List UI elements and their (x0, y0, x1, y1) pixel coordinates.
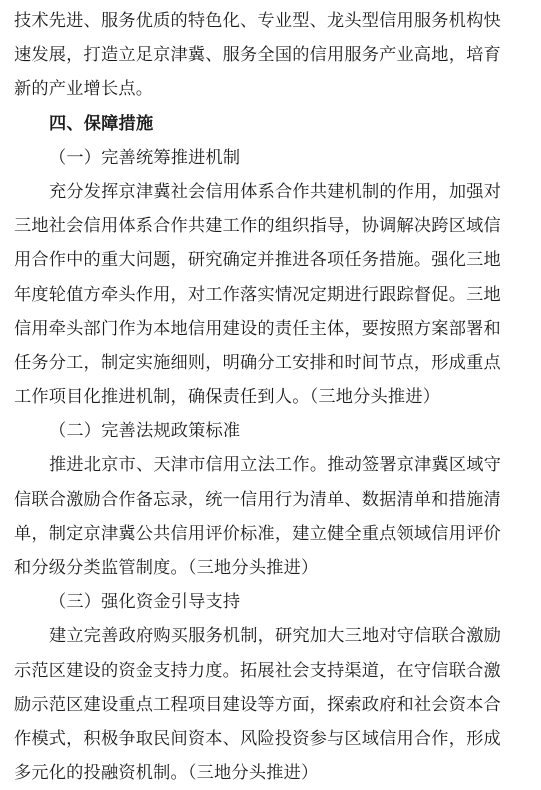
subsection-heading: （三）强化资金引导支持 (49, 592, 241, 613)
subsection-heading: （一）完善统筹推进机制 (49, 147, 241, 168)
body-line: 作模式，积极争取民间资本、风险投资参与区域信用合作，形成 (14, 728, 501, 749)
section-heading: 四、保障措施 (49, 113, 154, 134)
body-line: 多元化的投融资机制。（三地分头推进） (14, 763, 319, 784)
body-line: 工作项目化推进机制，确保责任到人。（三地分头推进） (14, 387, 441, 408)
body-line: 技术先进、服务优质的特色化、专业型、龙头型信用服务机构快 (14, 11, 501, 31)
body-line: 示范区建设的资金支持力度。拓展社会支持渠道，在守信联合激 (14, 660, 501, 681)
body-line: 单，制定京津冀公共信用评价标准，建立健全重点领域信用评价 (14, 523, 501, 544)
body-line: 信联合激励合作备忘录，统一信用行为清单、数据清单和措施清 (14, 489, 501, 510)
body-line: 和分级分类监管制度。（三地分头推进） (14, 558, 319, 578)
body-line: 速发展，打造立足京津冀、服务全国的信用服务产业高地，培育 (14, 45, 501, 66)
body-line: 任务分工，制定实施细则，明确分工安排和时间节点，形成重点 (14, 352, 501, 373)
body-line: 新的产业增长点。 (14, 79, 154, 100)
paragraph-first-line: 充分发挥京津冀社会信用体系合作共建机制的作用，加强对 (49, 181, 502, 202)
body-line: 用合作中的重大问题，研究确定并推进各项任务措施。强化三地 (14, 250, 501, 271)
body-line: 信用牵头部门作为本地信用建设的责任主体，要按照方案部署和 (14, 318, 501, 339)
paragraph-first-line: 建立完善政府购买服务机制，研究加大三地对守信联合激励 (49, 626, 502, 647)
body-line: 励示范区建设重点工程项目建设等方面，探索政府和社会资本合 (14, 694, 501, 715)
subsection-heading: （二）完善法规政策标准 (49, 421, 241, 442)
paragraph-first-line: 推进北京市、天津市信用立法工作。推动签署京津冀区域守 (49, 455, 502, 476)
body-line: 年度轮值方牵头作用，对工作落实情况定期进行跟踪督促。三地 (14, 284, 501, 305)
body-line: 三地社会信用体系合作共建工作的组织指导，协调解决跨区域信 (14, 216, 501, 237)
